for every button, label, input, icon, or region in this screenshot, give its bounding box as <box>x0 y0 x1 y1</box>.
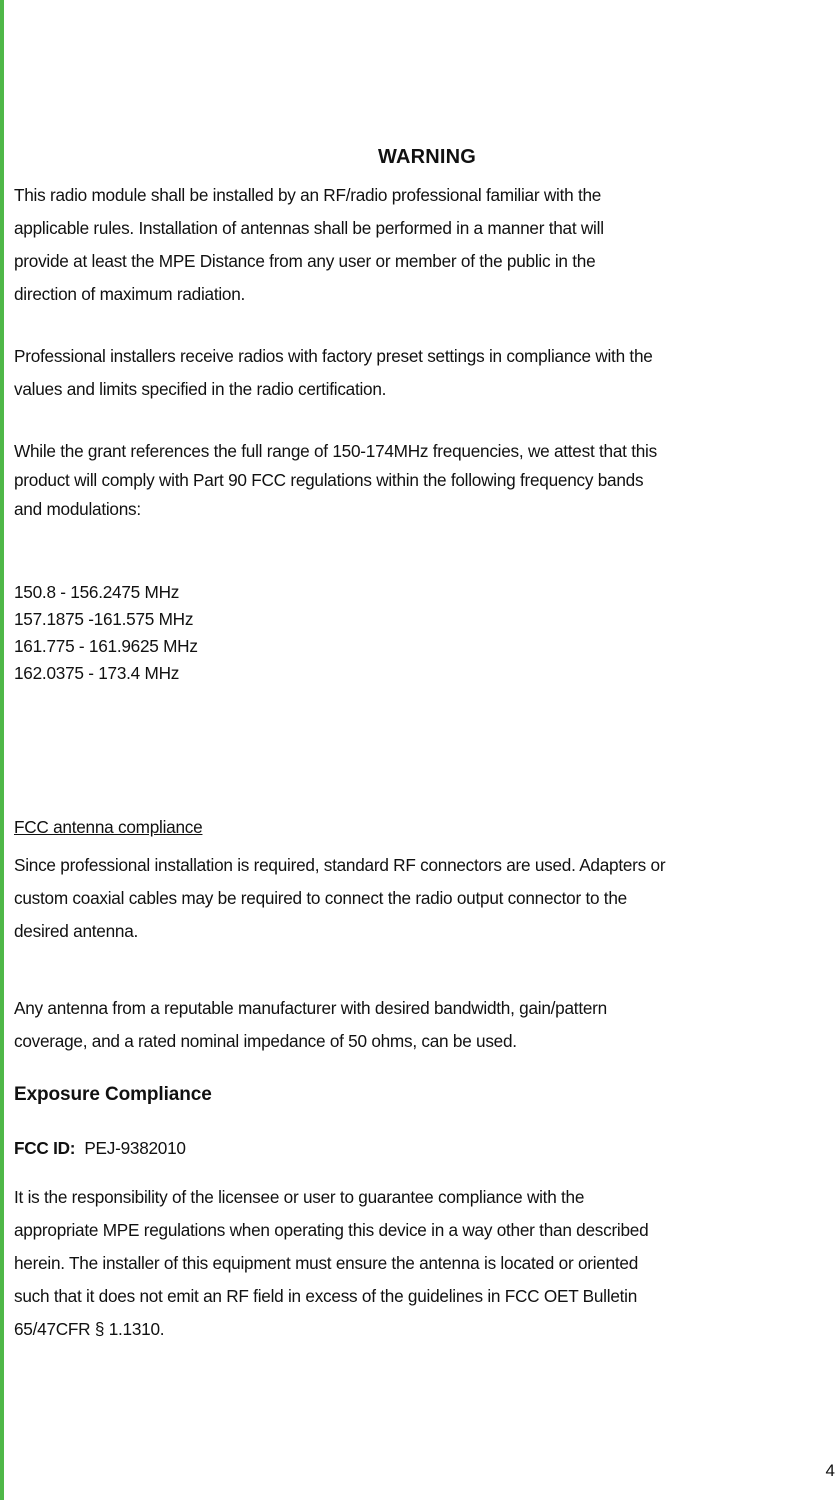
warning-p1-line-2: applicable rules. Installation of antennas shall be performed in a manner that will <box>14 218 604 238</box>
fcc-id-label: FCC ID: <box>14 1138 76 1158</box>
antenna-p1-line-3: desired antenna. <box>14 921 139 941</box>
left-margin-rule <box>0 0 4 1500</box>
warning-p1-line-3: provide at least the MPE Distance from any user or member of the public in the <box>14 251 596 271</box>
exposure-p-line-2: appropriate MPE regulations when operating this device in a way other than described <box>14 1220 649 1240</box>
fcc-id-value: PEJ-9382010 <box>84 1138 186 1158</box>
exposure-section-title: Exposure Compliance <box>14 1084 212 1105</box>
fcc-id-line <box>14 1138 186 1159</box>
antenna-p2-line-2: coverage, and a rated nominal impedance of 50 ohms, can be used. <box>14 1031 517 1051</box>
exposure-p-line-4: such that it does not emit an RF field in excess of the guidelines in FCC OET Bulletin <box>14 1286 638 1306</box>
warning-p3-line-1: While the grant references the full range of 150-174MHz frequencies, we attest that this <box>14 441 657 461</box>
warning-p3-line-2: product will comply with Part 90 FCC regulations within the following frequency bands <box>14 470 644 490</box>
frequency-band: 161.775 - 161.9625 MHz <box>14 636 198 656</box>
exposure-p-line-3: herein. The installer of this equipment must ensure the antenna is located or oriented <box>14 1253 639 1273</box>
warning-p1-line-4: direction of maximum radiation. <box>14 284 246 304</box>
frequency-band: 150.8 - 156.2475 MHz <box>14 582 180 602</box>
antenna-p2-line-1: Any antenna from a reputable manufacturer with desired bandwidth, gain/pattern <box>14 998 607 1018</box>
warning-p3-line-3: and modulations: <box>14 499 141 519</box>
warning-p2-line-2: values and limits specified in the radio certification. <box>14 379 387 399</box>
exposure-p-line-1: It is the responsibility of the licensee or user to guarantee compliance with the <box>14 1187 585 1207</box>
page-number: 4 <box>825 1461 835 1480</box>
document-page <box>14 0 836 1500</box>
warning-p2-line-1: Professional installers receive radios with factory preset settings in compliance with the <box>14 346 653 366</box>
warning-p1-line-1: This radio module shall be installed by an RF/radio professional familiar with the <box>14 185 602 205</box>
antenna-p1-line-2: custom coaxial cables may be required to connect the radio output connector to the <box>14 888 627 908</box>
frequency-band: 157.1875 -161.575 MHz <box>14 609 194 629</box>
exposure-p-line-5: 65/47CFR § 1.1310. <box>14 1319 165 1339</box>
frequency-band: 162.0375 - 173.4 MHz <box>14 663 180 683</box>
warning-heading: WARNING <box>377 146 477 168</box>
antenna-p1-line-1: Since professional installation is required, standard RF connectors are used. Adapters or <box>14 855 666 875</box>
antenna-section-title: FCC antenna compliance <box>14 817 203 837</box>
